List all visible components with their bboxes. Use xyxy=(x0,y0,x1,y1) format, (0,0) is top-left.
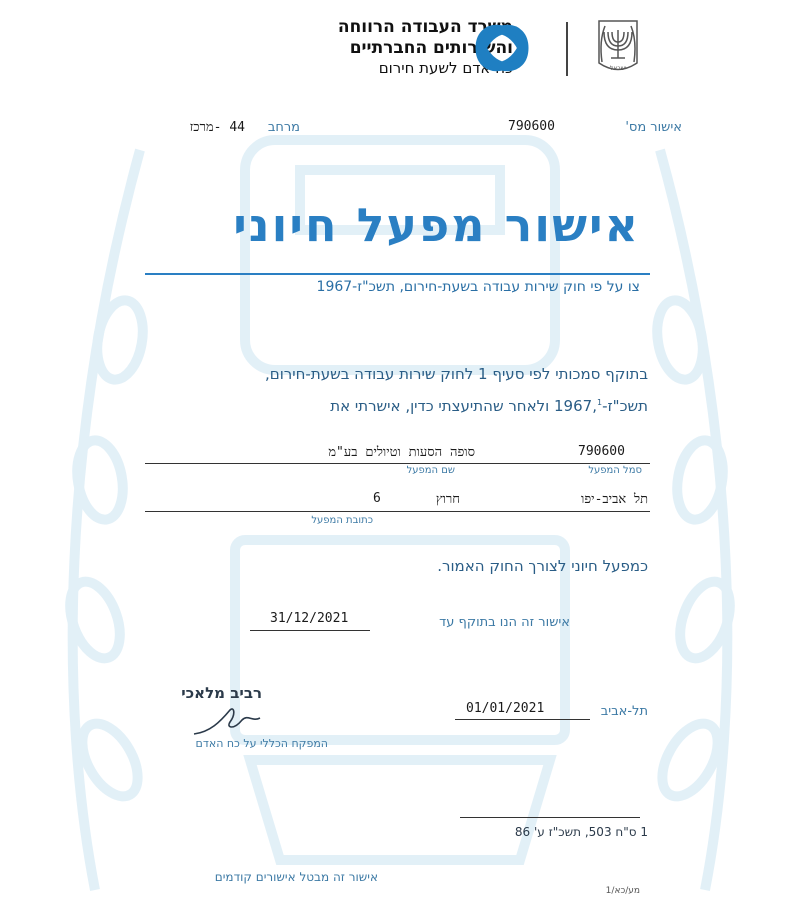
factory-street: חרוץ xyxy=(435,492,460,507)
body-line-2b: ולאחר שהתיעצתי כדין, אישרתי את xyxy=(330,397,555,415)
factory-name-value: סופה הסעות וטיולים בע"מ xyxy=(328,445,475,460)
factory-symbol-label: סמל המפעל xyxy=(588,465,642,476)
emblem-caption: ישראל xyxy=(609,65,627,72)
ministry-name-line1: משרד העבודה הרווחה xyxy=(337,17,513,37)
signer-title: המפקח הכללי על כח האדם xyxy=(195,737,328,750)
document-subtitle: צו על פי חוק שירות עבודה בשעת-חירום, תשכ"ז-1967 xyxy=(316,279,640,295)
header-divider xyxy=(566,22,568,76)
address-row-underline xyxy=(145,511,650,512)
permit-number-value: 790600 xyxy=(508,119,555,134)
ministry-logo-icon xyxy=(470,18,534,78)
district-value: 44 -מרכז xyxy=(189,120,245,135)
essential-factory-text: כמפעל חיוני לצורך החוק האמור. xyxy=(437,557,648,575)
validity-date: 31/12/2021 xyxy=(270,611,349,626)
factory-city: תל אביב-יפו xyxy=(581,492,648,507)
body-line-2 xyxy=(330,397,648,415)
footnote-mark: 1 xyxy=(596,398,603,407)
factory-address-label: כתובת המפעל xyxy=(311,515,373,526)
validity-label: אישור זה הנו בתוקף עד xyxy=(439,615,570,630)
form-code: מע/כא/1 xyxy=(605,886,640,896)
signature-icon xyxy=(190,700,270,740)
footnote-text: 1 ס"ח 503, תשכ"ז ע' 86 xyxy=(514,825,648,839)
district-label: מרחב xyxy=(267,120,300,135)
footnote-separator xyxy=(460,817,640,818)
body-line-1: בתוקף סמכותי לפי סעיף 1 לחוק שירות עבודה בשעת-חירום, xyxy=(265,365,648,383)
ministry-name-line3: כח אדם לשעת חירום xyxy=(378,59,513,77)
factory-row-underline xyxy=(145,463,650,464)
factory-house-number: 6 xyxy=(373,491,381,506)
validity-date-underline xyxy=(250,630,370,631)
signer-name: רביב מלאכי xyxy=(181,684,262,702)
ministry-name-line2: והשירותים החברתיים xyxy=(349,38,513,58)
body-line-2a: תשכ"ז-1967, xyxy=(554,397,648,415)
factory-name-label: שם המפעל xyxy=(406,465,455,476)
signing-place: תל-אביב xyxy=(600,704,648,719)
document-title: אישור מפעל חיוני xyxy=(233,198,640,252)
state-emblem-icon xyxy=(596,18,640,78)
signing-date: 01/01/2021 xyxy=(466,701,545,716)
cancellation-note: אישור זה מבטל אישורים קודמים xyxy=(214,870,378,884)
permit-number-label: אישור מס' xyxy=(625,120,682,135)
title-underline xyxy=(145,273,650,275)
factory-symbol-value: 790600 xyxy=(578,444,625,459)
watermark-emblem xyxy=(0,60,800,911)
signing-date-underline xyxy=(455,719,590,720)
